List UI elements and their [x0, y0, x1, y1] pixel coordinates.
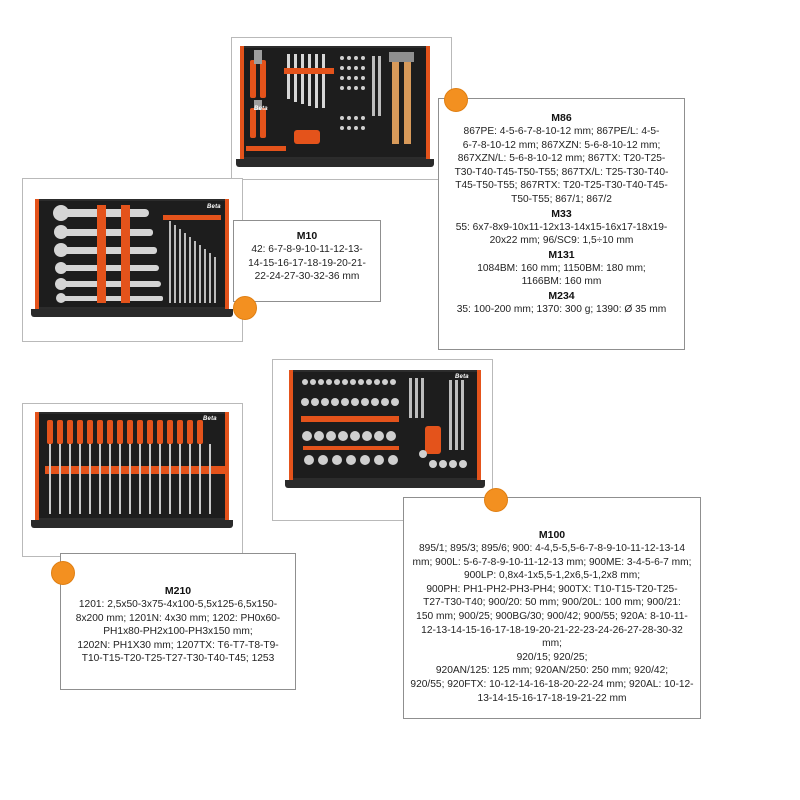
module-line: 42: 6-7-8-9-10-11-12-13-	[251, 244, 363, 255]
drawer-photo-m10	[22, 178, 243, 342]
module-line: 1084BM: 160 mm; 1150BM: 180 mm;	[477, 262, 646, 274]
drawer-photo-m210	[22, 403, 243, 557]
module-title: M234	[548, 289, 575, 302]
module-line: 8x200 mm; 1201N: 4x30 mm; 1202: PH0x60-	[75, 612, 281, 624]
module-line: 1166BM: 160 mm	[521, 276, 602, 288]
module-line: 35: 100-200 mm; 1370: 300 g; 1390: Ø 35 mm	[456, 303, 667, 315]
module-box-m86	[438, 98, 685, 350]
beta-logo: Beta	[203, 416, 217, 422]
module-line: 1202N: PH1X30 mm; 1207TX: T6-T7-T8-T9-	[77, 639, 279, 651]
module-line: 895/1; 895/3; 895/6; 900: 4-4,5-5,5-6-7-8-9-10-11-12-13-14	[419, 543, 685, 554]
module-line: T27-T30-T40; 900/20: 50 mm; 900/20L: 100 mm; 900/21:	[423, 597, 681, 609]
module-line: T10-T15-T20-T25-T27-T30-T40-T45; 1253	[81, 653, 275, 665]
module-line: 55: 6x7-8x9-10x11-12x13-14x15-16x17-18x19-	[455, 221, 668, 233]
module-title: M131	[548, 248, 575, 261]
module-line: 150 mm; 900/25; 900BG/30; 900/42; 900/55; 920A: 8-10-11-	[416, 610, 688, 622]
module-line: 22-24-27-30-32-36 mm	[254, 271, 360, 283]
module-title: M86	[551, 112, 572, 124]
module-line: 13-14-15-16-17-18-19-21-22 mm	[477, 692, 627, 704]
connector-dot-m10	[233, 296, 257, 320]
module-line: T45-T50-T55; 867RTX: T20-T25-T30-T40-T45-	[455, 180, 668, 192]
module-line: T50-T55; 867/1; 867/2	[511, 193, 612, 205]
module-line: 920/15; 920/25;	[516, 651, 588, 663]
module-line: 920/55; 920FTX: 10-12-14-16-18-20-22-24 mm; 920AL: 10-12-	[410, 678, 694, 690]
module-line: 6-7-8-10-12 mm; 867XZN: 5-6-8-10-12 mm;	[462, 139, 661, 151]
module-title: M210	[164, 585, 192, 597]
module-box-m100	[403, 497, 701, 719]
module-line: mm; 900L: 5-6-7-8-9-10-11-12-13 mm; 900ME: 3-4-5-6-7 mm;	[412, 556, 692, 568]
beta-logo: Beta	[254, 106, 268, 112]
module-line: 867XZN/L: 5-6-8-10-12 mm; 867TX: T20-T25-	[457, 153, 666, 165]
module-line: PH1x80-PH2x100-PH3x150 mm;	[103, 626, 253, 638]
module-box-m10	[233, 220, 381, 302]
screwdriver-set-illustration	[23, 404, 244, 558]
module-line: 900LP: 0,8x4-1x5,5-1,2x6,5-1,2x8 mm;	[463, 570, 641, 582]
module-line: 20x22 mm; 96/SC9: 1,5÷10 mm	[489, 235, 634, 247]
module-line: T30-T40-T45-T50-T55; 867TX/L: T25-T30-T40-	[454, 166, 669, 178]
module-line: 867PE: 4-5-6-7-8-10-12 mm; 867PE/L: 4-5-	[463, 126, 660, 137]
module-line: 920AN/125: 125 mm; 920AN/250: 250 mm; 920/42;	[435, 665, 669, 677]
module-title: M10	[296, 230, 318, 242]
connector-dot-m210	[51, 561, 75, 585]
module-line: 900PH: PH1-PH2-PH3-PH4; 900TX: T10-T15-T20-T25-	[426, 583, 678, 595]
module-title: M33	[551, 207, 572, 220]
beta-logo: Beta	[455, 374, 469, 380]
module-line: 12-13-14-15-16-17-18-19-20-21-22-23-24-26-27-28-30-32 mm;	[421, 624, 683, 650]
module-line: 1201: 2,5x50-3x75-4x100-5,5x125-6,5x150-	[78, 599, 278, 610]
module-line: 14-15-16-17-18-19-20-21-	[248, 257, 366, 269]
module-box-m210	[60, 553, 296, 690]
connector-dot-m100	[484, 488, 508, 512]
drawer-photo-m86	[231, 37, 452, 180]
beta-logo: Beta	[207, 204, 221, 210]
module-title: M100	[538, 529, 566, 541]
connector-dot-m86	[444, 88, 468, 112]
